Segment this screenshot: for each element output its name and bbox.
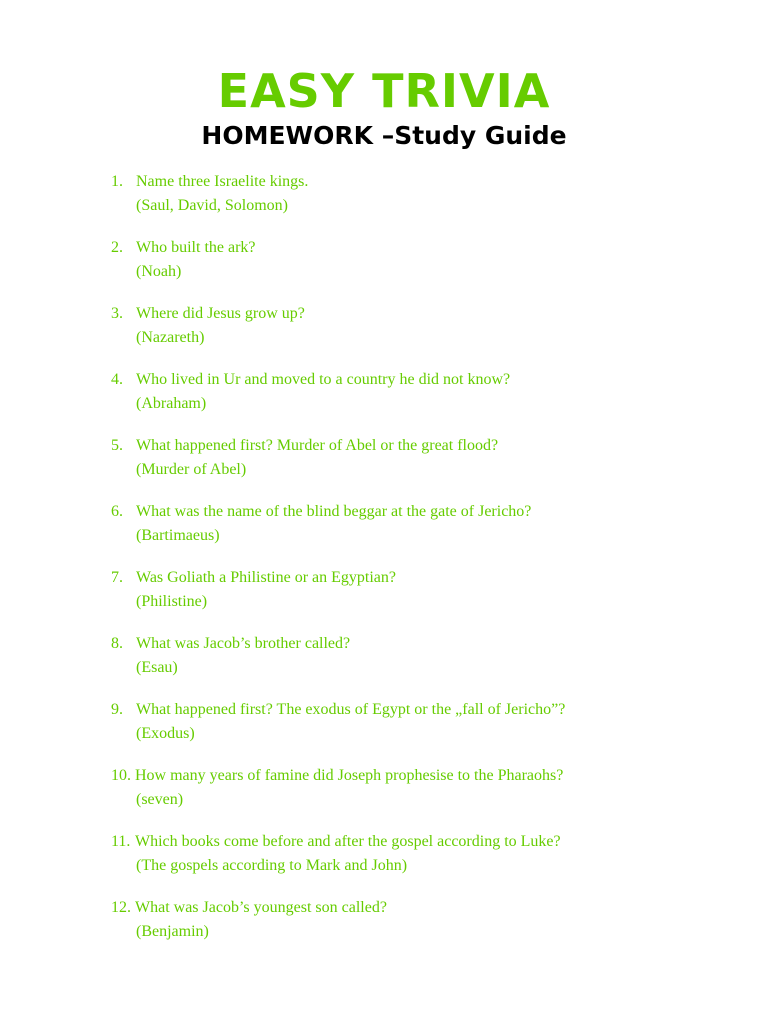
answer-text: (Philistine) xyxy=(136,593,208,610)
question-number: 3. xyxy=(111,305,123,322)
answer-text: (Esau) xyxy=(136,659,178,676)
answer-text: (The gospels according to Mark and John) xyxy=(136,857,408,874)
answer-text: (Murder of Abel) xyxy=(136,461,247,478)
answer-text: (seven) xyxy=(136,791,184,808)
answer-text: (Exodus) xyxy=(136,725,195,742)
question-number: 7. xyxy=(111,569,123,586)
question-number: 5. xyxy=(111,437,123,454)
question-text: Name three Israelite kings. xyxy=(136,173,309,190)
question-text: What happened first? The exodus of Egypt or the „fall of Jericho”? xyxy=(136,701,566,718)
answer-text: (Bartimaeus) xyxy=(136,527,220,544)
question-number: 2. xyxy=(111,239,123,256)
answer-text: (Benjamin) xyxy=(136,923,209,940)
question-text: What was Jacob’s youngest son called? xyxy=(135,899,387,916)
question-text: Was Goliath a Philistine or an Egyptian? xyxy=(136,569,396,586)
question-number: 12. xyxy=(111,899,131,916)
question-text: Which books come before and after the gospel according to Luke? xyxy=(135,833,561,850)
question-text: Where did Jesus grow up? xyxy=(136,305,305,322)
answer-text: (Noah) xyxy=(136,263,182,280)
question-number: 9. xyxy=(111,701,123,718)
question-number: 1. xyxy=(111,173,123,190)
question-number: 6. xyxy=(111,503,123,520)
question-text: How many years of famine did Joseph prophesise to the Pharaohs? xyxy=(135,767,564,784)
question-text: Who built the ark? xyxy=(136,239,256,256)
question-number: 10. xyxy=(111,767,131,784)
question-text: What happened first? Murder of Abel or the great flood? xyxy=(136,437,499,454)
answer-text: (Saul, David, Solomon) xyxy=(136,197,288,214)
page-subtitle: HOMEWORK –Study Guide xyxy=(201,121,567,150)
question-number: 8. xyxy=(111,635,123,652)
answer-text: (Nazareth) xyxy=(136,329,205,346)
question-text: Who lived in Ur and moved to a country he did not know? xyxy=(136,371,511,388)
page-title: EASY TRIVIA xyxy=(217,64,551,118)
question-text: What was Jacob’s brother called? xyxy=(136,635,351,652)
answer-text: (Abraham) xyxy=(136,395,207,412)
question-text: What was the name of the blind beggar at the gate of Jericho? xyxy=(136,503,532,520)
question-number: 4. xyxy=(111,371,123,388)
question-number: 11. xyxy=(111,833,131,850)
